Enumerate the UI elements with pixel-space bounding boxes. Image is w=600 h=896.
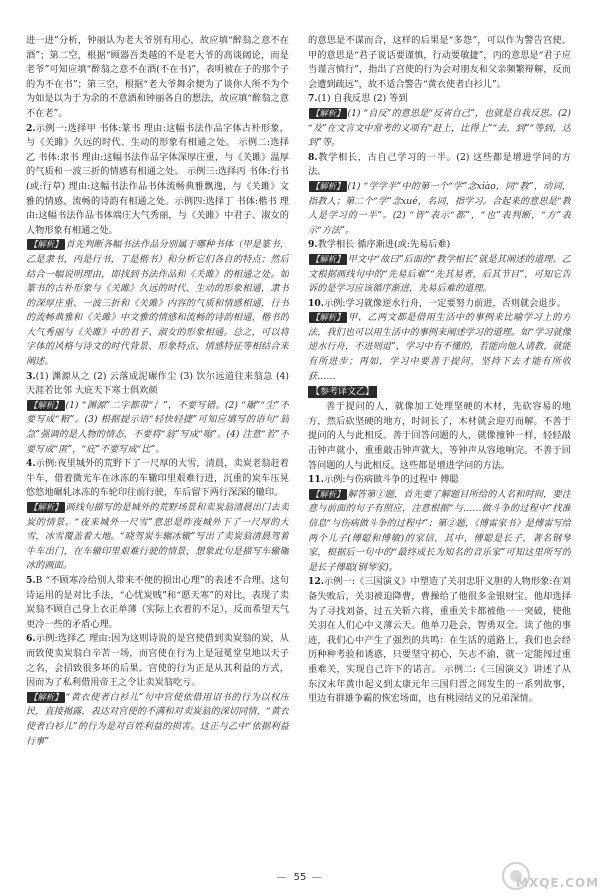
answer-text: (1) 自我反思 (2) 等到 xyxy=(317,93,408,105)
answer-item xyxy=(26,574,289,632)
page-number: 55 xyxy=(293,872,307,883)
text-paragraph: 善于提问的人，就像加工处理坚硬的木材，先砍容易的地方，然后砍坚硬的地方，时间长了，木材就会迎刃而解。不善于提问的人与此相反。善于回答问题的人，就像撞钟一样，轻轻敲击钟声就小，重重敲击钟声就大，等钟声从容地响完。不善于回答问题的人与此相反。这些都是增进学问的方法。 xyxy=(308,401,571,471)
answer-number: 10. xyxy=(308,297,324,309)
analysis-label: 【解析】 xyxy=(311,180,345,191)
answer-number: 2. xyxy=(26,122,36,134)
answer-text: 示例:夜里城外的荒野下了一尺厚的大雪，清晨，卖炭老翁赶着牛车，借着微光车在冰冻的车辙印里艰难行进，沉重的炭车压晃悠悠地碾轧冰冻的车轮印往前行驶，车后留下两行深深的辙印。 xyxy=(26,458,289,499)
analysis-paragraph xyxy=(308,107,571,151)
text-paragraph: 的意思是不谋而合，这样的后果是“多怨”，可以作为警告宫使。甲的意思是“君子说话要谨慎，行动要敏捷”，丙的意思是“君子应当谨言慎行”，指出了宫使的行为会对朋友和父亲频繁辩解，反而会遭到疏远”，故不适合警告“黄衣使者白衫儿”。 xyxy=(308,35,571,90)
analysis-text: 画线句描写的是城外的荒野场景和卖炭翁清晨出门去卖炭的情景。“夜来城外一尺雪”意思是昨夜城外下了一尺厚的大雪，冰雪覆盖着大地。“晓驾炭车辗冰辙”写出了卖炭翁清晨驾着牛车出门，在车辙印里艰难行驶的情景，想象此句是描写车辙碾冰的画面。 xyxy=(26,502,289,572)
answer-text: 示例一:选择甲 书体:篆书 理由:这幅书法作品字体古朴形象，与《关雎》久远的时代、生动的形象有相通之处。 示例二:选择乙 书体:隶书 理由:这幅书法作品字体深厚庄重，与《关雎》温厚的气质和一波三折的情感有相通之处。 示例三:选择丙 书体:行书(或:行草) 理由:这幅书法作品书体流畅典雅飘逸，与《关雎》文雅的情感、流畅的诗韵有相通之处。示例四:选择丁 书体:楷书 理由:这幅书法作品书体端庄大气秀丽，与《关雎》中君子、淑女的人物形象有相通之处。 xyxy=(26,122,289,236)
analysis-text: (1) “自反”的意思是“反省自己”，也就是自我反思。(2) “及”在文言文中常考的义项有“赶上，比得上”“去，到”“等到，达到”等。 xyxy=(308,107,571,149)
answer-number: 8. xyxy=(308,151,318,163)
analysis-label: 【解析】 xyxy=(29,239,63,250)
answer-item xyxy=(308,238,571,253)
answer-text: 教学相长，古自己学习的一半。(2) 这些都是增进学问的方法。 xyxy=(308,151,571,178)
analysis-paragraph xyxy=(26,501,289,574)
analysis-text: 首先判断各幅书法作品分别属于哪种书体（甲是篆书，乙是隶书，丙是行书，丁是楷书）和分析它们各自的特点；然后结合一幅说明理由，即找到书法作品和《关雎》的相通之处。如篆书的古朴形象与《关雎》久远的时代、生动的形象相通，隶书的深厚庄重、一波三折和《关雎》内容的气质和情感相通，行书的流畅典雅和《关雎》中文雅的情感和流畅的诗韵相通，楷书的大气秀丽与《关雎》中的君子、淑女的形象相通。总之，可以将字体的风格与诗文的时代背景、形象特点、情感特征等相结合来阐述。 xyxy=(26,239,289,368)
analysis-label: 【解析】 xyxy=(29,399,63,410)
analysis-text: 甲、乙两文都是借用生活中的事例来比喻学习上的方法，我们也可以用生活中的事例来阐述学习的道理。如“学习就像逆水行舟，不进则退”，学习中有不懂的，若能向他人请教，就能有所进步；再如，学习中要善于提问，坚持下去才能有所收获…… xyxy=(308,312,571,382)
watermark-text: MXQE.COM xyxy=(516,876,600,890)
answer-text: (1) 渊源从之 (2) 云落成泥碾作尘 (3) 饮尔远道往来翁急 (4) 天涯若比邻 大庇天下寒士俱欢颜 xyxy=(26,370,289,397)
answer-number: 3. xyxy=(26,370,36,382)
analysis-label: 【解析】 xyxy=(311,107,345,118)
analysis-paragraph xyxy=(26,399,289,457)
answer-text: 示例:选择乙 理由:因为这则诗说的是宫使借到卖炭翁的炭，从而致使卖炭翁白辛苦一场，而宫使在行为上是冠冕堂皇地以天子之名，会招致很多坏的后果。宫使的行为正是从其利益的方式，因而为了私利借用帝王之令让卖炭翁吃亏。 xyxy=(26,633,289,689)
answer-number: 12. xyxy=(308,576,324,588)
answer-item xyxy=(308,575,571,706)
analysis-text: (1) “学学半”中的第一个“学”念xiào，同“教”，动词，指教人；第二个“学”念xué，名词，指学习。合起来的意思是“教人是学习的一半”。(2) “皆”表示“都”，“也”表判断，“方”表示“方法”。 xyxy=(308,180,571,236)
analysis-paragraph xyxy=(308,488,571,576)
answer-item xyxy=(26,632,289,690)
analysis-paragraph xyxy=(26,238,289,369)
analysis-label: 【解析】 xyxy=(311,312,345,323)
analysis-text: 甲文中“故曰”后面的“教学相长”就是其阐述的道理。乙文根据画线句中的“先易后难”“先其易者，后其节目”，可知它告诉的是学习应该循序渐进，先易后难的道理。 xyxy=(308,253,571,295)
section-heading xyxy=(308,384,571,400)
answer-item xyxy=(26,457,289,501)
analysis-label: 【解析】 xyxy=(311,253,345,264)
answer-number: 11. xyxy=(308,474,324,486)
answer-number: 9. xyxy=(308,239,318,251)
analysis-paragraph xyxy=(308,253,571,297)
answer-number: 6. xyxy=(26,633,36,645)
section-title: 【参考译文乙】 xyxy=(308,386,377,398)
answer-text: 教学相长 循序渐进(或:先易后难) xyxy=(317,239,451,251)
answer-text: 示例:与伤病做斗争的过程中 傅聪 xyxy=(323,474,459,486)
answer-column-right xyxy=(308,34,571,864)
analysis-paragraph xyxy=(308,311,571,384)
analysis-text: “黄衣使者白衫儿”句中宫使依借用诏书的行为以权压民，直接揭露，表达对宫使的不满和对卖炭翁的深切同情，“黄衣使者白衫儿”的行为是对百姓利益的损害。这正与乙中“依据利益行事” xyxy=(26,691,289,747)
answer-item xyxy=(26,370,289,399)
answer-item xyxy=(308,92,571,107)
answer-number: 5. xyxy=(26,574,36,586)
analysis-paragraph xyxy=(26,691,289,749)
answer-item xyxy=(26,122,289,239)
analysis-text: (1) “渊源”二字都带“氵”，不要写错。(2) “碾”“尘”不要写成“粮”。(3) 根据提示语“轻快轻捷”可知应填写的语句“翁急”强调的是人物的情态，不要将“翁”写成“嗡”。(4) 注意“若”不要写成“匿”，“庇”不要写成“比”。 xyxy=(26,399,289,455)
analysis-text: 解答第①题，首先要了解题目所给的人名和时间，要注意与前面的句子有照应，注意根据“与……做斗争的过程中”找准信息“与伤病做斗争的过程中”；第②题，《傅雷家书》是傅雷写给两个儿子(傅聪和傅敏)的家信，其中，傅聪是长子，著名钢琴家，根据后一句中的“最终成长为知名的音乐家”可知这里所写的是长子傅聪(钢琴家)。 xyxy=(308,488,571,573)
answer-item xyxy=(308,297,571,312)
answer-text: B “不顾寒冷给别人带来不便的损出心理”的表述不合理。这句诗运用的是对比手法，“心忧炭贱”和“愿天寒”的对比，表现了卖炭翁不顾自己身上衣正单薄（实际上衣着的不足），反而希望天气更冷一些的矛盾心理。 xyxy=(26,574,289,630)
text-paragraph: 进一进”分析，钟丽认为老大爷别有用心，故应填“醉翁之意不在酒”；第二空，根据“顾器吾类越的不是老大爷的高谈阔论，而是老爷”可知应填“醉翁之意不在酒(不在书)”，表明被在子的那个子的为不在书”；第三空，根据“老大爷舞余便为了谈你人所不为个为如是以为于为余的不意酒和钟丽各自的想法，故应填“醉翁之意不在老”。 xyxy=(26,35,289,119)
answer-item xyxy=(308,151,571,180)
analysis-label: 【解析】 xyxy=(29,502,63,512)
analysis-label: 【解析】 xyxy=(29,691,63,702)
answer-item xyxy=(308,473,571,488)
answer-number: 7. xyxy=(308,93,318,105)
answer-text: 示例:学习就像逆水行舟，一定要努力前进，否则就会退步。 xyxy=(323,297,566,309)
analysis-label: 【解析】 xyxy=(311,488,345,499)
watermark-logo xyxy=(500,860,600,892)
answer-number: 4. xyxy=(26,458,36,470)
answer-column-left xyxy=(26,34,289,864)
analysis-paragraph xyxy=(308,180,571,238)
page-footer: — 55 — xyxy=(276,872,324,883)
answer-text: 示例一:《三国演义》中塑造了关羽忠肝义胆的人物形象:在刘备失败后，关羽被迫降曹，曹操给了他很多金银财宝。他却选择为了寻找刘备，过五关斩六将，重重关卡都被他一一突破，使他关羽在人们心中义薄云天。他单刀赴会，智勇双全。读了他的事迹，我们心中产生了强烈的共鸣：在生活的道路上，我们也会经历种种考验和诱惑，只要坚守初心，矢志不渝，就一定能闯过重重难关，实现自己许下的诺言。 示例二:《三国演义》讲述了从东汉末年黄巾起义到太康元年三国归晋之间发生的一系列故事，里边有群雄争霸的恢宏场面，也有桃园结义的兄弟深情。 xyxy=(308,576,571,705)
